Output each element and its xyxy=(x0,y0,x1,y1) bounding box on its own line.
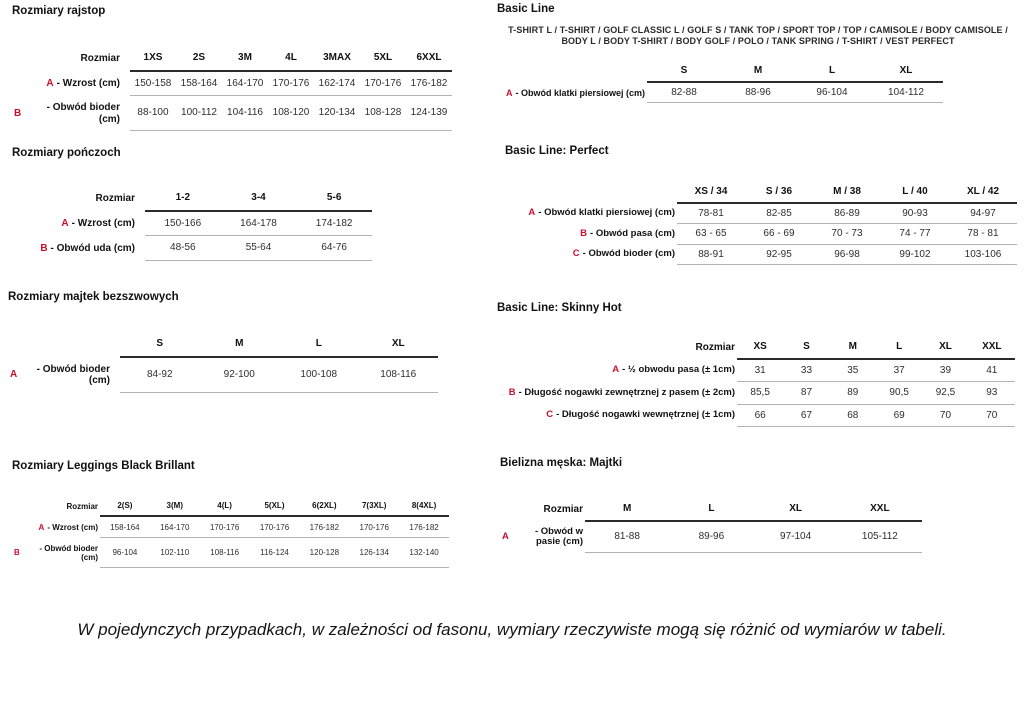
size-table-leggings xyxy=(12,495,449,568)
cell-value: 67 xyxy=(783,405,829,428)
section-title: Rozmiary Leggings Black Brillant xyxy=(12,460,195,472)
cell-value: 31 xyxy=(737,360,783,383)
cell-value: 170-176 xyxy=(250,517,300,538)
cell-value: 87 xyxy=(783,382,829,405)
column-header: 5XL xyxy=(360,46,406,72)
section-title: Basic Line: Skinny Hot xyxy=(497,302,622,314)
column-header: XL / 42 xyxy=(949,182,1017,204)
row-label: C - Długość nogawki wewnętrznej (± 1cm) xyxy=(546,409,735,421)
column-header: 2S xyxy=(176,46,222,72)
cell-value: 124-139 xyxy=(406,96,452,131)
cell-value: 84-92 xyxy=(120,358,200,393)
column-header: 2(S) xyxy=(100,495,150,517)
cell-value: 66 - 69 xyxy=(745,224,813,245)
column-header: L / 40 xyxy=(881,182,949,204)
row-label: A - Obwód klatki piersiowej (cm) xyxy=(505,87,645,98)
cell-value: 89-96 xyxy=(669,522,753,554)
cell-value: 33 xyxy=(783,360,829,383)
row-letter: A xyxy=(46,78,54,89)
cell-value: 78-81 xyxy=(677,204,745,225)
column-header: XXL xyxy=(838,498,922,522)
cell-value: 82-85 xyxy=(745,204,813,225)
column-header: XL xyxy=(359,332,439,358)
cell-value: 100-108 xyxy=(279,358,359,393)
size-table-basic-line-perfect xyxy=(505,182,1017,265)
section-basic-line-perfect xyxy=(505,144,1017,265)
table-corner-label: Rozmiar xyxy=(80,53,120,64)
cell-value: 96-104 xyxy=(100,538,150,567)
cell-value: 39 xyxy=(922,360,968,383)
row-label: B - Obwód uda (cm) xyxy=(40,242,135,254)
size-table-basic-line xyxy=(497,61,943,103)
cell-value: 88-96 xyxy=(721,83,795,104)
cell-value: 108-120 xyxy=(268,96,314,131)
column-header: 3M xyxy=(222,46,268,72)
column-header: 1XS xyxy=(130,46,176,72)
cell-value: 150-158 xyxy=(130,72,176,97)
cell-value: 170-176 xyxy=(268,72,314,97)
cell-value: 94-97 xyxy=(949,204,1017,225)
section-rozmiary-leggings-black-brillant xyxy=(12,459,449,568)
row-label: A - Obwód klatki piersiowej (cm) xyxy=(528,207,675,219)
cell-value: 102-110 xyxy=(150,538,200,567)
row-letter: B xyxy=(14,548,20,558)
row-label: B - Obwód pasa (cm) xyxy=(580,227,675,239)
column-header: S xyxy=(647,61,721,83)
column-header: XXL xyxy=(969,336,1015,360)
row-label: A - Wzrost (cm) xyxy=(38,523,98,533)
cell-value: 120-134 xyxy=(314,96,360,131)
cell-value: 164-170 xyxy=(150,517,200,538)
cell-value: 97-104 xyxy=(754,522,838,554)
cell-value: 108-116 xyxy=(200,538,250,567)
cell-value: 176-182 xyxy=(406,72,452,97)
row-letter: C xyxy=(546,409,554,421)
cell-value: 164-178 xyxy=(221,212,297,237)
row-label: B - Długość nogawki zewnętrznej z pasem (± 2cm) xyxy=(508,386,735,398)
cell-value: 37 xyxy=(876,360,922,383)
cell-value: 88-100 xyxy=(130,96,176,131)
cell-value: 104-116 xyxy=(222,96,268,131)
cell-value: 96-104 xyxy=(795,83,869,104)
section-title: Rozmiary pończoch xyxy=(12,147,121,159)
cell-value: 70 xyxy=(922,405,968,428)
cell-value: 108-128 xyxy=(360,96,406,131)
cell-value: 88-91 xyxy=(677,245,745,266)
row-letter: B xyxy=(40,242,48,254)
column-header: 3MAX xyxy=(314,46,360,72)
table-corner-label xyxy=(8,332,120,358)
column-header: L xyxy=(279,332,359,358)
cell-value: 132-140 xyxy=(399,538,449,567)
row-letter: A xyxy=(10,369,18,381)
table-corner-label: Rozmiar xyxy=(543,504,583,515)
table-corner-label xyxy=(505,182,677,204)
cell-value: 66 xyxy=(737,405,783,428)
column-header: XS xyxy=(737,336,783,360)
row-label: B - Obwód bioder (cm) xyxy=(14,543,98,563)
cell-value: 164-170 xyxy=(222,72,268,97)
column-header: M xyxy=(585,498,669,522)
basic-line-product-list: T-SHIRT L / T-SHIRT / GOLF CLASSIC L / GOLF S / TANK TOP / SPORT TOP / TOP / CAMISOLE / BODY CAMISOLE / BODY L / BODY T-SHIRT / BODY GOLF / POLO / TANK SPRING / T-SHIRT / VEST PERFECT xyxy=(508,25,1008,46)
cell-value: 105-112 xyxy=(838,522,922,554)
section-title: Rozmiary rajstop xyxy=(12,5,106,17)
row-letter: C xyxy=(572,248,580,260)
cell-value: 90-93 xyxy=(881,204,949,225)
column-header: M xyxy=(721,61,795,83)
cell-value: 63 - 65 xyxy=(677,224,745,245)
table-corner-label: Rozmiar xyxy=(95,193,135,204)
cell-value: 48-56 xyxy=(145,236,221,261)
cell-value: 99-102 xyxy=(881,245,949,266)
section-rozmiary-ponczoch xyxy=(12,146,372,261)
table-corner-label: Rozmiar xyxy=(66,501,98,511)
column-header: M xyxy=(830,336,876,360)
cell-value: 64-76 xyxy=(296,236,372,261)
size-table-ponczochy xyxy=(12,186,372,261)
cell-value: 174-182 xyxy=(296,212,372,237)
column-header: 4L xyxy=(268,46,314,72)
row-label: B - Obwód bioder (cm) xyxy=(14,102,120,125)
column-header: XL xyxy=(922,336,968,360)
cell-value: 176-182 xyxy=(299,517,349,538)
column-header: XS / 34 xyxy=(677,182,745,204)
cell-value: 92-95 xyxy=(745,245,813,266)
size-table-rajstopy xyxy=(12,46,452,131)
column-header: S xyxy=(783,336,829,360)
column-header: 7(3XL) xyxy=(349,495,399,517)
cell-value: 89 xyxy=(830,382,876,405)
column-header: L xyxy=(795,61,869,83)
disclaimer-footnote: W pojedynczych przypadkach, w zależności od fasonu, wymiary rzeczywiste mogą się różnić od wymiarów w tabeli. xyxy=(77,620,947,639)
cell-value: 170-176 xyxy=(200,517,250,538)
table-corner-label: Rozmiar xyxy=(695,342,735,353)
row-letter: A xyxy=(612,364,620,376)
column-header: 3(M) xyxy=(150,495,200,517)
cell-value: 55-64 xyxy=(221,236,297,261)
cell-value: 81-88 xyxy=(585,522,669,554)
section-basic-line-skinny-hot xyxy=(497,301,1015,427)
row-label: C - Obwód bioder (cm) xyxy=(572,248,675,260)
column-header: M xyxy=(200,332,280,358)
cell-value: 116-124 xyxy=(250,538,300,567)
cell-value: 70 - 73 xyxy=(813,224,881,245)
cell-value: 41 xyxy=(969,360,1015,383)
cell-value: 35 xyxy=(830,360,876,383)
section-basic-line xyxy=(497,2,1019,103)
cell-value: 126-134 xyxy=(349,538,399,567)
column-header: S xyxy=(120,332,200,358)
section-title: Basic Line xyxy=(497,3,555,15)
row-letter: B xyxy=(580,227,588,239)
row-label: A - Obwód w pasie (cm) xyxy=(502,525,583,548)
table-corner-label xyxy=(497,61,647,83)
cell-value: 108-116 xyxy=(359,358,439,393)
row-label: A - Wzrost (cm) xyxy=(46,78,120,89)
cell-value: 93 xyxy=(969,382,1015,405)
column-header: 5-6 xyxy=(296,186,372,212)
column-header: S / 36 xyxy=(745,182,813,204)
column-header: XL xyxy=(754,498,838,522)
row-letter: A xyxy=(61,218,69,229)
row-letter: A xyxy=(38,523,45,533)
cell-value: 69 xyxy=(876,405,922,428)
row-letter: A xyxy=(505,87,513,98)
column-header: L xyxy=(876,336,922,360)
row-letter: B xyxy=(14,107,22,119)
section-title: Basic Line: Perfect xyxy=(505,145,609,157)
column-header: XL xyxy=(869,61,943,83)
section-rozmiary-rajstop xyxy=(12,4,452,131)
column-header: L xyxy=(669,498,753,522)
cell-value: 96-98 xyxy=(813,245,881,266)
cell-value: 82-88 xyxy=(647,83,721,104)
cell-value: 150-166 xyxy=(145,212,221,237)
column-header: 8(4XL) xyxy=(399,495,449,517)
column-header: 6(2XL) xyxy=(299,495,349,517)
column-header: 6XXL xyxy=(406,46,452,72)
cell-value: 103-106 xyxy=(949,245,1017,266)
section-bielizna-meska-majtki xyxy=(500,456,922,553)
cell-value: 70 xyxy=(969,405,1015,428)
cell-value: 86-89 xyxy=(813,204,881,225)
cell-value: 92-100 xyxy=(200,358,280,393)
row-label: A - Wzrost (cm) xyxy=(61,218,135,229)
cell-value: 170-176 xyxy=(349,517,399,538)
row-label: A - Obwód bioder (cm) xyxy=(10,363,110,386)
row-label: A - ½ obwodu pasa (± 1cm) xyxy=(612,364,735,376)
section-title: Bielizna męska: Majtki xyxy=(500,457,623,469)
column-header: 3-4 xyxy=(221,186,297,212)
size-table-basic-line-skinny-hot xyxy=(497,336,1015,427)
cell-value: 120-128 xyxy=(299,538,349,567)
column-header: 4(L) xyxy=(200,495,250,517)
cell-value: 158-164 xyxy=(176,72,222,97)
cell-value: 158-164 xyxy=(100,517,150,538)
cell-value: 90,5 xyxy=(876,382,922,405)
column-header: M / 38 xyxy=(813,182,881,204)
cell-value: 78 - 81 xyxy=(949,224,1017,245)
column-header: 5(XL) xyxy=(250,495,300,517)
cell-value: 74 - 77 xyxy=(881,224,949,245)
size-table-bielizna-meska-majtki xyxy=(500,498,922,553)
cell-value: 162-174 xyxy=(314,72,360,97)
size-table-majtki-bezszwowe xyxy=(8,332,438,393)
row-letter: A xyxy=(528,207,536,219)
cell-value: 100-112 xyxy=(176,96,222,131)
cell-value: 68 xyxy=(830,405,876,428)
cell-value: 104-112 xyxy=(869,83,943,104)
section-title: Rozmiary majtek bezszwowych xyxy=(8,291,179,303)
section-rozmiary-majtek-bezszwowych xyxy=(8,290,438,393)
row-letter: B xyxy=(508,386,516,398)
cell-value: 176-182 xyxy=(399,517,449,538)
cell-value: 170-176 xyxy=(360,72,406,97)
cell-value: 85,5 xyxy=(737,382,783,405)
column-header: 1-2 xyxy=(145,186,221,212)
cell-value: 92,5 xyxy=(922,382,968,405)
row-letter: A xyxy=(502,530,509,542)
